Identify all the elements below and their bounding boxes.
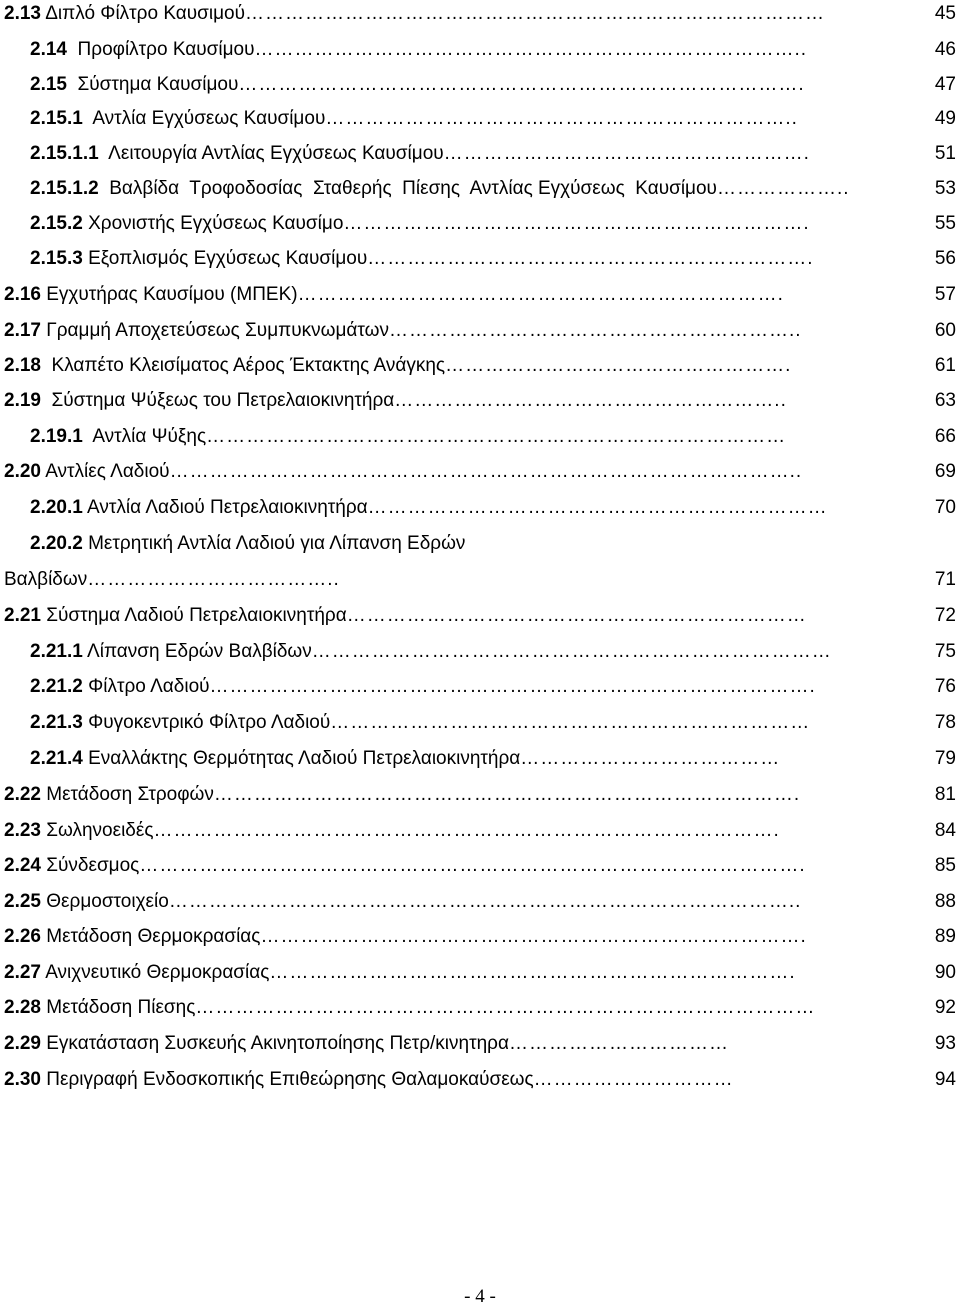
toc-section-title: Σύστημα Ψύξεως του Πετρελαιοκινητήρα <box>40 390 395 411</box>
toc-entry <box>4 1066 890 1094</box>
toc-leader-dots: ………………………………………………………………. <box>297 284 784 305</box>
toc-entry <box>30 709 890 737</box>
toc-entry <box>30 210 890 238</box>
toc-leader-dots: …………………………………………………………………………. <box>238 74 805 95</box>
toc-leader-dots: ……………………………………………………………………….. <box>254 39 808 60</box>
toc-section-number: 2.16 <box>4 284 41 305</box>
toc-entry <box>4 602 890 630</box>
toc-leader-dots: ………………………… <box>533 1069 734 1090</box>
toc-page-number: 53 <box>934 178 956 199</box>
toc-entry <box>4 781 890 809</box>
toc-leader-dots: ………………………………………………. <box>443 143 810 164</box>
toc-page-number: 92 <box>934 997 956 1018</box>
toc-page-number: 85 <box>934 855 956 876</box>
toc-entry <box>30 530 890 558</box>
toc-section-title: Χρονιστής Εγχύσεως Καυσίμο <box>82 213 344 234</box>
toc-section-number: 2.18 <box>4 355 41 376</box>
toc-page-number: 61 <box>934 355 956 376</box>
toc-section-title: Περιγραφή Ενδοσκοπικής Επιθεώρησης Θαλαμοκαύσεως <box>40 1069 534 1090</box>
toc-entry <box>4 317 890 345</box>
toc-section-title: Αντλία Λαδιού Πετρελαιοκινητήρα <box>82 497 368 518</box>
toc-section-number: 2.21 <box>4 605 41 626</box>
toc-section-title: Ανιχνευτικό Θερμοκρασίας <box>40 962 270 983</box>
toc-page-number: 75 <box>934 641 956 662</box>
toc-section-number: 2.15.1.2 <box>30 178 99 199</box>
toc-section-title: Σύστημα Καυσίμου <box>66 74 239 95</box>
toc-entry <box>30 745 890 773</box>
toc-page-number: 78 <box>934 712 956 733</box>
toc-page-number: 94 <box>934 1069 956 1090</box>
toc-leader-dots: …………………………………………………….. <box>388 320 802 341</box>
toc-leader-dots: ……………………………………………………………… <box>330 712 811 733</box>
toc-section-number: 2.21.1 <box>30 641 83 662</box>
toc-leader-dots: ……………………………………………. <box>445 355 792 376</box>
toc-leader-dots: ……………………………………………………………………. <box>269 962 796 983</box>
toc-page-number: 72 <box>934 605 956 626</box>
toc-page-number: 49 <box>934 108 956 129</box>
toc-section-title: Εγκατάσταση Συσκευής Ακινητοποίησης Πετρ/κινητηρα <box>40 1033 509 1054</box>
toc-page-number: 84 <box>934 820 956 841</box>
toc-entry <box>30 105 890 133</box>
toc-page-number: 70 <box>934 497 956 518</box>
toc-page-number: 47 <box>934 74 956 95</box>
toc-page-number: 55 <box>934 213 956 234</box>
toc-section-number: 2.15.1.1 <box>30 143 99 164</box>
toc-entry <box>4 923 890 951</box>
toc-section-number: 2.22 <box>4 784 41 805</box>
toc-entry <box>30 494 890 522</box>
toc-section-number: 2.14 <box>30 39 67 60</box>
toc-entry <box>4 352 890 380</box>
toc-entry <box>30 71 890 99</box>
toc-entry <box>4 852 890 880</box>
toc-entry <box>4 817 890 845</box>
toc-leader-dots: ………………………………………………………………………………….. <box>168 891 802 912</box>
toc-page-number: 46 <box>934 39 956 60</box>
toc-page-number: 93 <box>934 1033 956 1054</box>
toc-section-title: Βαλβίδα Τροφοδοσίας Σταθερής Πίεσης Αντλίας Εγχύσεως Καυσίμου <box>98 178 717 199</box>
toc-section-number: 2.20.1 <box>30 497 83 518</box>
toc-section-title: Προφίλτρο Καυσίμου <box>66 39 255 60</box>
toc-leader-dots: ………………………………………………………………………………… <box>195 997 816 1018</box>
toc-section-number: 2.29 <box>4 1033 41 1054</box>
toc-section-title: Βαλβίδων <box>4 569 88 590</box>
toc-page-number: 76 <box>934 676 956 697</box>
toc-leader-dots: …………………………… <box>508 1033 729 1054</box>
toc-section-number: 2.19.1 <box>30 426 83 447</box>
toc-section-title: Μετάδοση Θερμοκρασίας <box>40 926 261 947</box>
toc-section-title: Κλαπέτο Κλεισίματος Αέρος Έκτακτης Ανάγκης <box>40 355 446 376</box>
toc-page-number: 51 <box>934 143 956 164</box>
toc-entry <box>4 1030 890 1058</box>
toc-page-number: 63 <box>934 390 956 411</box>
toc-page-number: 81 <box>934 784 956 805</box>
toc-page-number: 66 <box>934 426 956 447</box>
toc-entry <box>4 566 890 594</box>
toc-section-title: Φυγοκεντρικό Φίλτρο Λαδιού <box>82 712 331 733</box>
toc-section-title: Φίλτρο Λαδιού <box>82 676 210 697</box>
toc-leader-dots: ……………………………….. <box>87 569 340 590</box>
toc-section-title: Θερμοστοιχείο <box>40 891 169 912</box>
toc-section-number: 2.28 <box>4 997 41 1018</box>
toc-section-title: Λειτουργία Αντλίας Εγχύσεως Καυσίμου <box>98 143 444 164</box>
toc-section-title: Εξοπλισμός Εγχύσεως Καυσίμου <box>82 248 368 269</box>
toc-page-number: 56 <box>934 248 956 269</box>
toc-leader-dots: …………………………………………………………………………… <box>206 426 787 447</box>
toc-section-number: 2.15.3 <box>30 248 83 269</box>
toc-section-number: 2.15.1 <box>30 108 83 129</box>
toc-entry <box>4 281 890 309</box>
toc-section-number: 2.30 <box>4 1069 41 1090</box>
toc-entry <box>4 387 890 415</box>
toc-entry <box>30 140 890 168</box>
toc-section-title: Γραμμή Αποχετεύσεως Συμπυκνωμάτων <box>40 320 389 341</box>
toc-entry <box>4 959 890 987</box>
toc-leader-dots: …………………………………………………………………………… <box>245 3 826 24</box>
toc-page-number: 69 <box>934 461 956 482</box>
toc-entry <box>4 0 890 28</box>
toc-section-number: 2.15 <box>30 74 67 95</box>
toc-leader-dots: …………………………………………………………… <box>346 605 807 626</box>
toc-section-number: 2.24 <box>4 855 41 876</box>
toc-section-title: Αντλία Ψύξης <box>82 426 207 447</box>
toc-entry <box>30 423 890 451</box>
toc-section-number: 2.27 <box>4 962 41 983</box>
toc-leader-dots: …………………………………………………………. <box>367 248 814 269</box>
toc-section-title: Σύνδεσμος <box>40 855 140 876</box>
toc-page-number: 79 <box>934 748 956 769</box>
toc-section-title: Εγχυτήρας Καυσίμου (ΜΠΕΚ) <box>40 284 298 305</box>
toc-page-number: 71 <box>934 569 956 590</box>
toc-entry <box>30 36 890 64</box>
toc-section-number: 2.25 <box>4 891 41 912</box>
toc-leader-dots: ………………………………………………………………………. <box>260 926 807 947</box>
toc-leader-dots: ………………………………………………….. <box>394 390 787 411</box>
toc-leader-dots: …………………………………………………………… <box>367 497 828 518</box>
toc-section-title: Εναλλάκτης Θερμότητας Λαδιού Πετρελαιοκινητήρα <box>82 748 521 769</box>
toc-section-title: Αντλία Εγχύσεως Καυσίμου <box>82 108 326 129</box>
toc-section-title: Μετρητική Αντλία Λαδιού για Λίπανση Εδρών <box>82 533 466 554</box>
toc-page-number: 89 <box>934 926 956 947</box>
toc-leader-dots: ……………………………………………………………………………. <box>213 784 801 805</box>
toc-leader-dots: ………………………………………………………………………………………. <box>139 855 806 876</box>
toc-leader-dots: ………………………………………………………………………………….. <box>169 461 803 482</box>
toc-leader-dots: ……………….. <box>716 178 850 199</box>
toc-page-number: 45 <box>934 3 956 24</box>
toc-leader-dots: …………………………………………………………….. <box>325 108 798 129</box>
toc-leader-dots: …………………………………………………………………… <box>311 641 832 662</box>
toc-page-number: 88 <box>934 891 956 912</box>
toc-section-number: 2.23 <box>4 820 41 841</box>
toc-section-number: 2.20 <box>4 461 41 482</box>
toc-section-title: Διπλό Φίλτρο Καυσιμού <box>40 3 246 24</box>
toc-page-number: 90 <box>934 962 956 983</box>
toc-section-number: 2.13 <box>4 3 41 24</box>
toc-section-title: Λίπανση Εδρών Βαλβίδων <box>82 641 312 662</box>
toc-leader-dots: …………………………………………………………………………………. <box>153 820 780 841</box>
toc-entry <box>4 458 890 486</box>
toc-page-number: 60 <box>934 320 956 341</box>
toc-section-number: 2.17 <box>4 320 41 341</box>
toc-entry <box>30 175 890 203</box>
toc-entry <box>30 245 890 273</box>
toc-section-number: 2.15.2 <box>30 213 83 234</box>
toc-section-title: Σωληνοειδές <box>40 820 154 841</box>
toc-page-number: 57 <box>934 284 956 305</box>
toc-entry <box>4 888 890 916</box>
toc-section-number: 2.19 <box>4 390 41 411</box>
toc-entry <box>4 994 890 1022</box>
toc-section-title: Σύστημα Λαδιού Πετρελαιοκινητήρα <box>40 605 347 626</box>
toc-section-number: 2.21.2 <box>30 676 83 697</box>
toc-section-number: 2.20.2 <box>30 533 83 554</box>
toc-section-number: 2.26 <box>4 926 41 947</box>
toc-leader-dots: ………………………………… <box>520 748 781 769</box>
toc-section-title: Αντλίες Λαδιού <box>40 461 170 482</box>
toc-section-number: 2.21.3 <box>30 712 83 733</box>
page-number-footer: - 4 - <box>464 1286 496 1307</box>
toc-section-number: 2.21.4 <box>30 748 83 769</box>
toc-leader-dots: ………………………………………………………………………………. <box>209 676 816 697</box>
toc-entry <box>30 673 890 701</box>
toc-leader-dots: ……………………………………………………………. <box>343 213 810 234</box>
toc-section-title: Μετάδοση Στροφών <box>40 784 214 805</box>
toc-entry <box>30 638 890 666</box>
toc-section-title: Μετάδοση Πίεσης <box>40 997 196 1018</box>
